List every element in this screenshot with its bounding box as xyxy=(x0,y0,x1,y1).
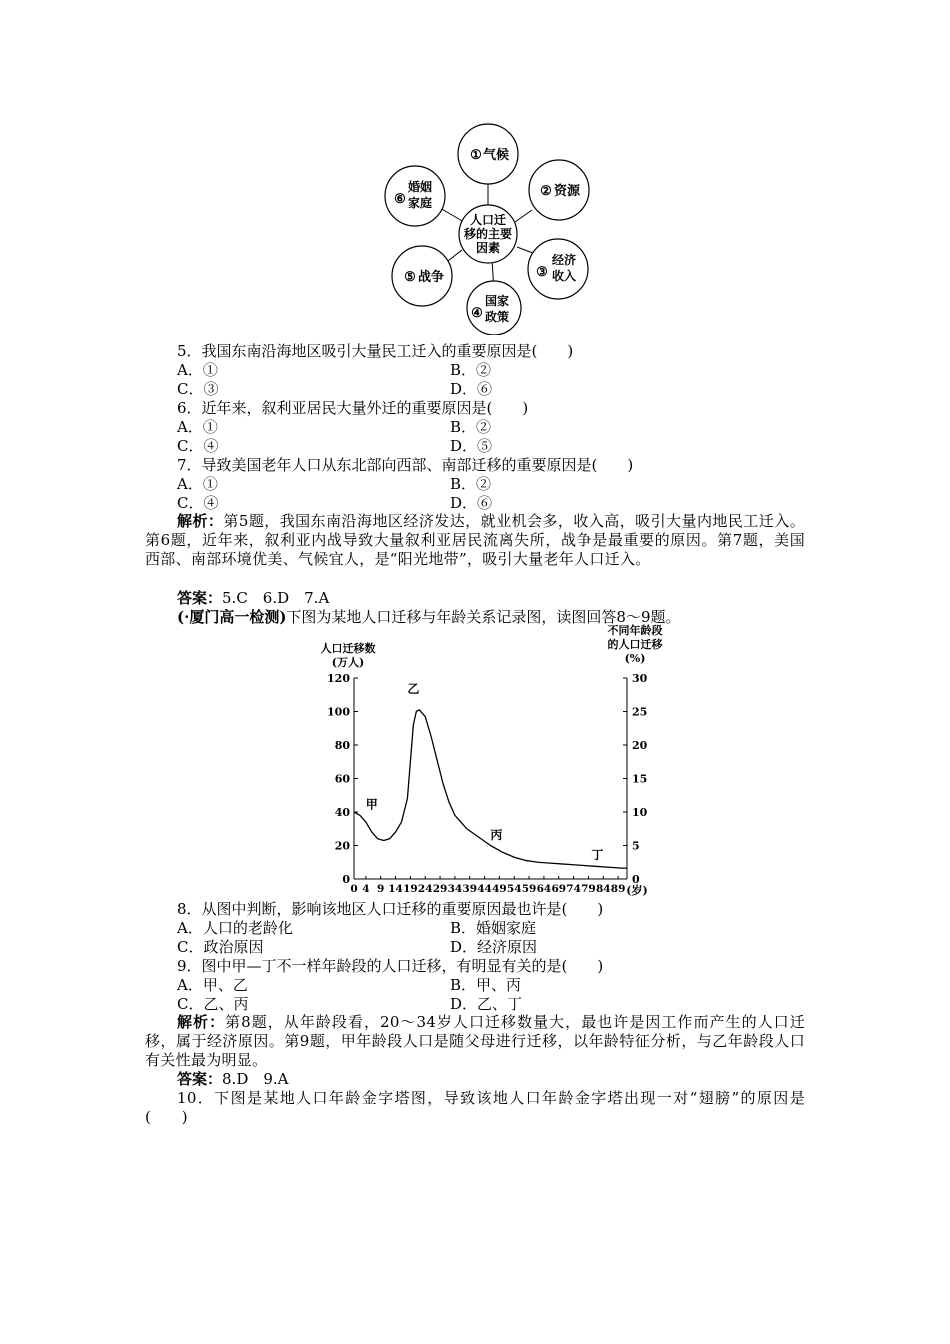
annotation-label: 甲 xyxy=(365,797,378,812)
node6-num: ⑥ xyxy=(394,192,406,207)
x-tick-label: 49 xyxy=(492,883,507,895)
y-right-tick-label: 10 xyxy=(632,806,648,819)
x-tick-label: 19 xyxy=(403,883,418,895)
y-right-title: 的人口迁移 xyxy=(607,638,663,651)
y-left-tick-label: 100 xyxy=(327,705,350,719)
q6-option-c[interactable]: C．④ xyxy=(177,437,219,455)
center-line-2: 移的主要 xyxy=(463,227,513,241)
node3-num: ③ xyxy=(536,265,548,280)
y-left-title: (万人) xyxy=(331,656,365,669)
explanation-label: 解析： xyxy=(177,1013,226,1031)
node5-num: ⑤ xyxy=(404,270,416,285)
x-tick-label: 34 xyxy=(447,883,463,895)
explanation-8-9 xyxy=(145,1013,805,1070)
y-right-tick-label: 30 xyxy=(632,672,648,685)
x-tick-label: 14 xyxy=(388,883,403,895)
q5-stem: 5．我国东南沿海地区吸引大量民工迁入的重要原因是( ) xyxy=(177,342,574,360)
y-right-tick-label: 25 xyxy=(632,705,648,719)
x-axis-label: (岁) xyxy=(626,884,648,897)
node1-num: ① xyxy=(470,148,482,163)
x-tick-label: 59 xyxy=(521,883,537,895)
y-left-tick-label: 60 xyxy=(334,772,350,786)
node5-text: 战争 xyxy=(417,270,445,285)
migration-series-line xyxy=(354,710,627,868)
y-left-tick-label: 20 xyxy=(334,839,350,853)
y-right-title: 不同年龄段 xyxy=(607,624,663,637)
q9-option-a[interactable]: A．甲、乙 xyxy=(177,976,248,994)
q8-option-b[interactable]: B．婚姻家庭 xyxy=(450,919,537,937)
node2-text: 资源 xyxy=(553,184,581,199)
x-tick-label: 84 xyxy=(595,883,611,895)
q6-option-b[interactable]: B．② xyxy=(450,418,492,436)
x-tick-label: 29 xyxy=(432,883,448,895)
node6-line1: 婚姻 xyxy=(407,180,433,194)
node2-num: ② xyxy=(540,184,552,199)
node3-line2: 收入 xyxy=(551,269,577,283)
source-tag: (·厦门高一检测) xyxy=(177,608,287,626)
explanation-body: 第8题，从年龄段看，20～34岁人口迁移数量大，最也许是因工作而产生的人口迁移，属于经济原因。第9题，甲年龄段人口是随父母进行迁移，以年龄特征分析，与乙年龄段人口有关性最为明显。 xyxy=(145,1013,805,1069)
q9-option-d[interactable]: D．乙、丁 xyxy=(450,995,523,1013)
x-tick-label: 4 xyxy=(362,883,370,895)
annotation-label: 丁 xyxy=(591,847,604,862)
x-tick-label: 0 xyxy=(350,883,358,895)
answer-body: 8.D 9.A xyxy=(222,1070,289,1088)
x-tick-label: 74 xyxy=(566,883,581,895)
q8-option-c[interactable]: C．政治原因 xyxy=(177,938,264,956)
q8-stem: 8．从图中判断，影响该地区人口迁移的重要原因最也许是( ) xyxy=(177,900,604,918)
intro-body: 下图为某地人口迁移与年龄关系记录图，读图回答8～9题。 xyxy=(286,608,681,626)
q7-option-c[interactable]: C．④ xyxy=(177,494,219,512)
answer-label: 答案： xyxy=(177,1070,223,1088)
q6-stem: 6．近年来，叙利亚居民大量外迁的重要原因是( ) xyxy=(177,399,529,417)
q5-option-c[interactable]: C．③ xyxy=(177,380,219,398)
x-tick-label: 79 xyxy=(581,883,596,895)
y-right-tick-label: 0 xyxy=(632,873,640,886)
y-left-tick-label: 120 xyxy=(327,672,350,685)
y-left-tick-label: 40 xyxy=(334,806,350,819)
x-tick-label: 9 xyxy=(377,883,385,895)
y-right-tick-label: 5 xyxy=(632,839,640,853)
y-left-tick-label: 0 xyxy=(342,873,350,886)
explanation-body: 第5题，我国东南沿海地区经济发达，就业机会多，收入高，吸引大量内地民工迁入。第6题，近年来，叙利亚内战导致大量叙利亚居民流离失所，战争是最重要的原因。第7题，美国西部、南部环境优美、气候宜人，是“阳光地带”，吸引大量老年人口迁入。 xyxy=(145,512,806,568)
q8-option-a[interactable]: A．人口的老龄化 xyxy=(177,919,293,937)
y-left-tick-label: 80 xyxy=(334,739,350,752)
center-line-3: 因素 xyxy=(475,241,501,255)
annotation-label: 丙 xyxy=(490,827,503,842)
x-tick-label: 69 xyxy=(551,883,567,895)
x-tick-label: 24 xyxy=(417,883,433,895)
center-line-1: 人口迁 xyxy=(469,213,507,227)
q5-option-d[interactable]: D．⑥ xyxy=(450,380,493,398)
q8-option-d[interactable]: D．经济原因 xyxy=(450,938,538,956)
node4-line1: 国家 xyxy=(484,294,510,308)
x-tick-label: 39 xyxy=(462,883,478,895)
node3-line1: 经济 xyxy=(551,253,577,267)
q9-option-c[interactable]: C．乙、丙 xyxy=(177,995,249,1013)
q10-stem: 10．下图是某地人口年龄金字塔图，导致该地人口年龄金字塔出现一对“翅膀”的原因是( ) xyxy=(145,1089,805,1126)
q6-option-d[interactable]: D．⑤ xyxy=(450,437,493,455)
q9-option-b[interactable]: B．甲、丙 xyxy=(450,976,522,994)
q7-option-a[interactable]: A．① xyxy=(177,475,218,493)
q7-option-b[interactable]: B．② xyxy=(450,475,492,493)
y-right-tick-label: 15 xyxy=(632,772,648,786)
annotation-label: 乙 xyxy=(407,682,420,697)
answer-label: 答案： xyxy=(177,589,223,607)
x-tick-label: 44 xyxy=(477,883,492,895)
node6-line2: 家庭 xyxy=(407,196,433,210)
node4-line2: 政策 xyxy=(484,310,510,324)
q7-option-d[interactable]: D．⑥ xyxy=(450,494,493,512)
q7-stem: 7．导致美国老年人口从东北部向西部、南部迁移的重要原因是( ) xyxy=(177,456,634,474)
explanation-label: 解析： xyxy=(177,512,224,530)
answer-body: 5.C 6.D 7.A xyxy=(222,589,330,607)
q6-option-a[interactable]: A．① xyxy=(177,418,218,436)
q5-option-a[interactable]: A．① xyxy=(177,361,218,379)
y-right-title: (%) xyxy=(624,652,646,665)
q9-stem: 9．图中甲—丁不一样年龄段的人口迁移，有明显有关的是( ) xyxy=(177,957,604,975)
y-right-tick-label: 20 xyxy=(632,739,648,752)
node4-num: ④ xyxy=(471,306,483,321)
q5-option-b[interactable]: B．② xyxy=(450,361,492,379)
x-tick-label: 64 xyxy=(536,883,552,895)
x-tick-label: 89 xyxy=(610,883,626,895)
node1-text: 气候 xyxy=(482,148,510,163)
y-left-title: 人口迁移数 xyxy=(320,642,376,655)
x-tick-label: 54 xyxy=(506,883,522,895)
answer-8-9 xyxy=(177,1070,289,1088)
